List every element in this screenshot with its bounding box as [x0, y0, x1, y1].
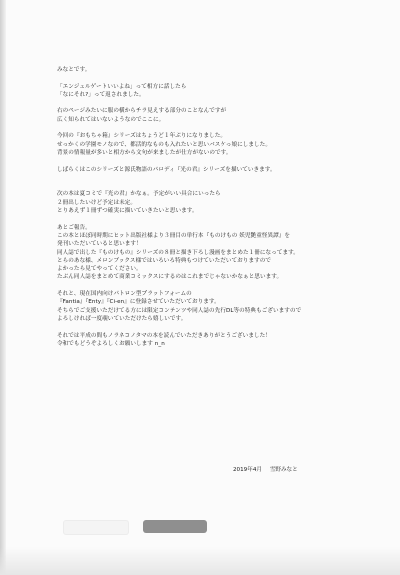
- letter-line: とりあえず１冊ずつ確実に描いていきたいと思います。: [57, 208, 198, 215]
- letter-line: 令和でもどうぞよろしくお願いします n_n: [57, 340, 165, 347]
- letter-line: せっかくの学園モノなので、都活的なものも入れたいと思いバスケっ娘にしました。: [57, 141, 271, 148]
- letter-line: たぶん同人誌をまとめて商業コミックスにするのはこれまでじゃないかなぁと思います。: [57, 274, 283, 281]
- letter-line: みなとです。: [57, 67, 91, 73]
- letter-line: 右のページみたいに服の横からチラ見えする部分のことなんですが: [57, 108, 227, 115]
- letter-line: よろしければ一度覗いていただけたら嬉しいです。: [57, 315, 187, 322]
- letter-line: 背景の情報量が多いと相方から文句が来ましたが仕方がないのです。: [57, 149, 232, 156]
- letter-line: それでは平成の間もノラネコノタマの本を読んでいただきありがとうございました！: [57, 332, 271, 339]
- letter-line: そちらでご支援いただけてる方には限定コンテンツや同人誌の先行DL等の特典もございますので: [57, 307, 302, 314]
- letter-line: しばらくはこのシリーズと源氏物語のパロディ『光の君』シリーズを描いていきます。: [57, 166, 276, 173]
- letter-line: それと、現在国内向けパトロン型プラットフォームの: [57, 291, 192, 298]
- letter-line: とらのあな様、メロンブックス様ではいろいろ特典もつけていただいておりますので: [57, 257, 272, 264]
- letter-line: 次の本は夏コミで『光の君』かなぁ。予定がいい具合にいったら: [57, 191, 221, 198]
- letter-date: 2019年4月: [233, 467, 262, 473]
- letter-line: 今回の『おもちゃ箱』シリーズはちょうど１年ぶりになりました。: [57, 133, 227, 140]
- redaction-box-gray: [143, 520, 207, 533]
- letter-line: 発刊いただいていると思います！: [57, 241, 142, 248]
- letter-line: 同人誌で出した『ものけもの』シリーズの８冊と描き下ろし漫画をまとめた１冊になってます。: [57, 249, 299, 256]
- letter-line: この本とほぼ同時期にヒット出版社様より３冊目の単行本『ものけもの 妖児艶童怪異譚』を: [57, 232, 291, 239]
- afterword-letter: [57, 66, 367, 348]
- letter-line: よかったら見てやってください。: [57, 266, 142, 273]
- page-bottom-shadow: [0, 547, 400, 575]
- signature-line: [233, 465, 304, 473]
- letter-line: あとご報告。: [57, 224, 91, 231]
- letter-author: 雪野みなと: [269, 467, 298, 473]
- letter-line: ２冊出したいけど予定は未定。: [57, 199, 137, 206]
- letter-line: 『Fantia』『Enty』『Ci-en』に登録させていただいております。: [57, 299, 220, 306]
- letter-line: 「なにそれ?」って返されました。: [57, 91, 145, 98]
- redaction-box-light: [63, 520, 129, 535]
- page-binding-edge: [0, 0, 6, 575]
- letter-line: 「エンジェルゲートいいよね」って相方に話したら: [57, 83, 187, 90]
- letter-line: 広く知られてはいないようなのでここに。: [57, 116, 165, 123]
